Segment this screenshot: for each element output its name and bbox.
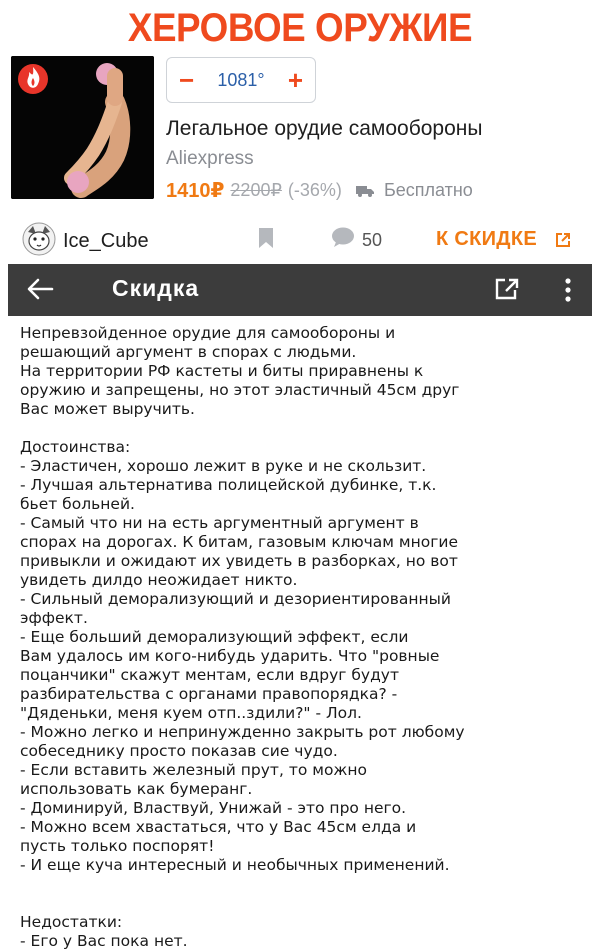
text-line: - Можно всем хвастаться, что у Вас 45см елда и xyxy=(20,818,417,836)
text-line: бьет больней. xyxy=(20,495,135,513)
price-row xyxy=(166,178,473,203)
hot-badge-icon xyxy=(18,64,48,94)
text-line: На территории РФ кастеты и биты приравнены к xyxy=(20,362,424,380)
deal-description xyxy=(20,324,580,951)
vote-down-button[interactable]: − xyxy=(179,65,195,95)
description-intro xyxy=(20,324,580,419)
vote-count: 1081° xyxy=(217,69,265,90)
text-line: эффект. xyxy=(20,609,88,627)
comment-icon[interactable] xyxy=(330,226,356,248)
text-line: - Доминируй, Властвуй, Унижай - это про него. xyxy=(20,799,407,817)
external-link-icon[interactable] xyxy=(555,232,571,248)
shipping-label: Бесплатно xyxy=(383,180,473,200)
text-line: - Лучшая альтернатива полицейской дубинке, т.к. xyxy=(20,476,437,494)
deal-title[interactable]: Легальное орудие самообороны xyxy=(166,117,483,140)
text-line: решающий аргумент в спорах с людьми. xyxy=(20,343,357,361)
text-line: привыкли и ожидают их увидеть в разборках, но вот xyxy=(20,552,458,570)
text-line: - Его у Вас пока нет. xyxy=(20,932,188,950)
description-cons xyxy=(20,913,580,951)
avatar[interactable] xyxy=(22,222,56,256)
description-pros xyxy=(20,438,580,875)
meme-caption: ХЕРОВОЕ ОРУЖИЕ xyxy=(127,6,473,50)
deal-store[interactable]: Aliexpress xyxy=(166,148,254,169)
text-line: собеседнику просто показав сие чудо. xyxy=(20,742,338,760)
deal-meta-row xyxy=(0,220,600,262)
text-line: разбирательства с органами правопорядка? - xyxy=(20,685,398,703)
toolbar-title: Скидка xyxy=(112,275,200,301)
text-line: Вас может выручить. xyxy=(20,400,195,418)
cons-heading: Недостатки: xyxy=(20,913,123,931)
text-line: использовать как бумеранг. xyxy=(20,780,253,798)
author-name[interactable]: Ice_Cube xyxy=(63,230,149,252)
comment-count[interactable]: 50 xyxy=(362,230,383,250)
text-line: - Эластичен, хорошо лежит в руке и не скользит. xyxy=(20,457,427,475)
back-arrow-icon[interactable] xyxy=(26,276,54,302)
text-line: спорах на дорогах. К битам, газовым ключам многие xyxy=(20,533,458,551)
go-to-deal-link[interactable]: К СКИДКЕ xyxy=(436,228,537,250)
text-line: - Если вставить железный прут, то можно xyxy=(20,761,368,779)
truck-icon xyxy=(356,185,374,197)
app-toolbar xyxy=(8,264,592,316)
text-line: оружию и запрещены, но этот эластичный 45см друг xyxy=(20,381,460,399)
text-line: поцанчики" скажут ментам, если вдруг будут xyxy=(20,666,399,684)
vote-up-button[interactable]: + xyxy=(287,65,303,95)
text-line: - Можно легко и непринужденно закрыть рот любому xyxy=(20,723,465,741)
text-line: увидеть дилдо неожидает никто. xyxy=(20,571,298,589)
open-in-browser-icon[interactable] xyxy=(494,277,520,301)
text-line: - Сильный деморализующий и дезориентированный xyxy=(20,590,451,608)
price-current: 1410₽ xyxy=(166,180,225,202)
price-old: 2200₽ xyxy=(230,180,282,200)
product-thumbnail[interactable] xyxy=(11,56,154,199)
bookmark-icon[interactable] xyxy=(256,226,276,250)
text-line: - И еще куча интересный и необычных применений. xyxy=(20,856,450,874)
vote-widget xyxy=(166,57,316,103)
text-line: - Еще больший деморализующий эффект, если xyxy=(20,628,409,646)
discount-percent: (-36%) xyxy=(287,180,342,200)
text-line: "Дяденьки, меня куем отп..здили?" - Лол. xyxy=(20,704,362,722)
text-line: - Самый что ни на есть аргументный аргумент в xyxy=(20,514,419,532)
text-line: пусть только поспорят! xyxy=(20,837,215,855)
text-line: Вам удалось им кого-нибудь ударить. Что "ровные xyxy=(20,647,440,665)
more-vert-icon[interactable] xyxy=(564,276,572,304)
product-image xyxy=(11,56,154,199)
text-line: Непревзойденное орудие для самообороны и xyxy=(20,324,396,342)
pros-heading: Достоинства: xyxy=(20,438,131,456)
spacer xyxy=(20,875,580,913)
